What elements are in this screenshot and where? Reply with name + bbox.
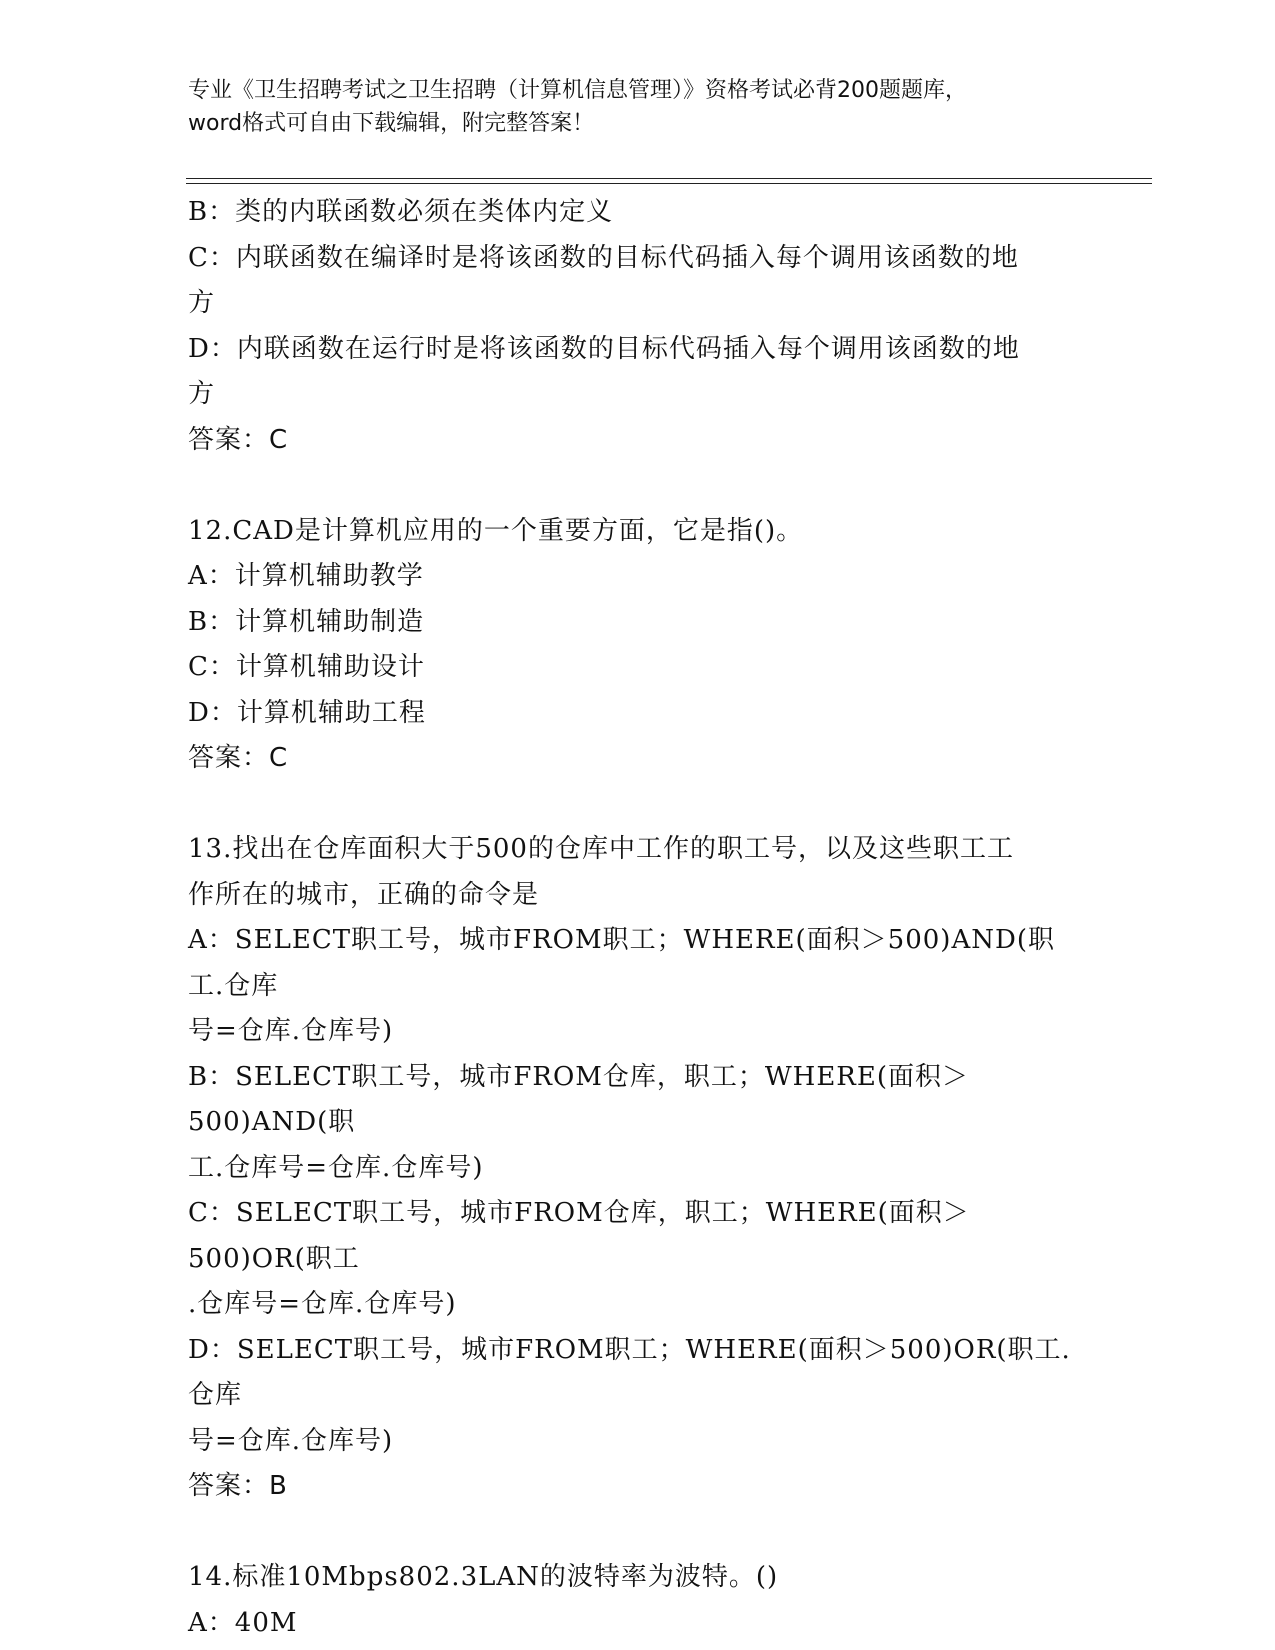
question-13 xyxy=(188,827,1088,1510)
q11-option-d-line-1: D：内联函数在运行时是将该函数的目标代码插入每个调用该函数的地 xyxy=(188,333,1020,364)
q13-option-d-line-1: D：SELECT职工号，城市FROM职工；WHERE(面积＞500)OR(职工.仓库 xyxy=(188,1334,1071,1410)
q13-option-b-line-1: B：SELECT职工号，城市FROM仓库，职工；WHERE(面积＞500)AND(职 xyxy=(188,1061,970,1137)
q12-option-a: A：计算机辅助教学 xyxy=(188,561,424,591)
q13-option-c-line-2: .仓库号=仓库.仓库号) xyxy=(188,1289,457,1319)
q14-option-a: A：40M xyxy=(188,1607,298,1638)
header-divider-bottom xyxy=(186,183,1152,184)
q11-option-b: B：类的内联函数必须在类体内定义 xyxy=(188,197,614,227)
question-14 xyxy=(188,1555,1088,1646)
spacer xyxy=(188,782,1088,828)
q12-option-d: D：计算机辅助工程 xyxy=(188,697,426,728)
q11-option-c-line-1: C：内联函数在编译时是将该函数的目标代码插入每个调用该函数的地 xyxy=(188,242,1019,273)
spacer xyxy=(188,463,1088,509)
q11-option-c-line-2: 方 xyxy=(188,288,216,318)
q13-stem-line-2: 作所在的城市，正确的命令是 xyxy=(188,879,540,910)
header-divider-top xyxy=(186,178,1152,179)
header-line-1: 专业《卫生招聘考试之卫生招聘（计算机信息管理）》资格考试必背200题题库， xyxy=(188,78,967,103)
q13-option-c-line-1: C：SELECT职工号，城市FROM仓库，职工；WHERE(面积＞500)OR(职工 xyxy=(188,1198,970,1274)
q13-option-b-line-2: 工.仓库号=仓库.仓库号) xyxy=(188,1152,484,1183)
question-12 xyxy=(188,509,1088,782)
question-11 xyxy=(188,190,1088,463)
q11-answer: 答案：C xyxy=(188,424,289,455)
q14-stem: 14.标准10Mbps802.3LAN的波特率为波特。() xyxy=(188,1562,779,1592)
header-line-2: word格式可自由下载编辑，附完整答案！ xyxy=(188,111,595,136)
q12-answer: 答案：C xyxy=(188,743,289,773)
q13-option-a-line-2: 号=仓库.仓库号) xyxy=(188,1016,394,1046)
q12-option-b: B：计算机辅助制造 xyxy=(188,606,425,637)
q12-option-c: C：计算机辅助设计 xyxy=(188,652,425,682)
q12-stem: 12.CAD是计算机应用的一个重要方面，它是指()。 xyxy=(188,515,804,546)
question-content xyxy=(188,190,1088,1646)
q13-answer: 答案：B xyxy=(188,1471,288,1501)
spacer xyxy=(188,1510,1088,1556)
q13-stem-line-1: 13.找出在仓库面积大于500的仓库中工作的职工号，以及这些职工工 xyxy=(188,834,1014,864)
q13-option-d-line-2: 号=仓库.仓库号) xyxy=(188,1425,394,1456)
q11-option-d-line-2: 方 xyxy=(188,379,216,409)
document-header xyxy=(188,74,1068,140)
q13-option-a-line-1: A：SELECT职工号，城市FROM职工；WHERE(面积＞500)AND(职工.仓库 xyxy=(188,925,1055,1001)
